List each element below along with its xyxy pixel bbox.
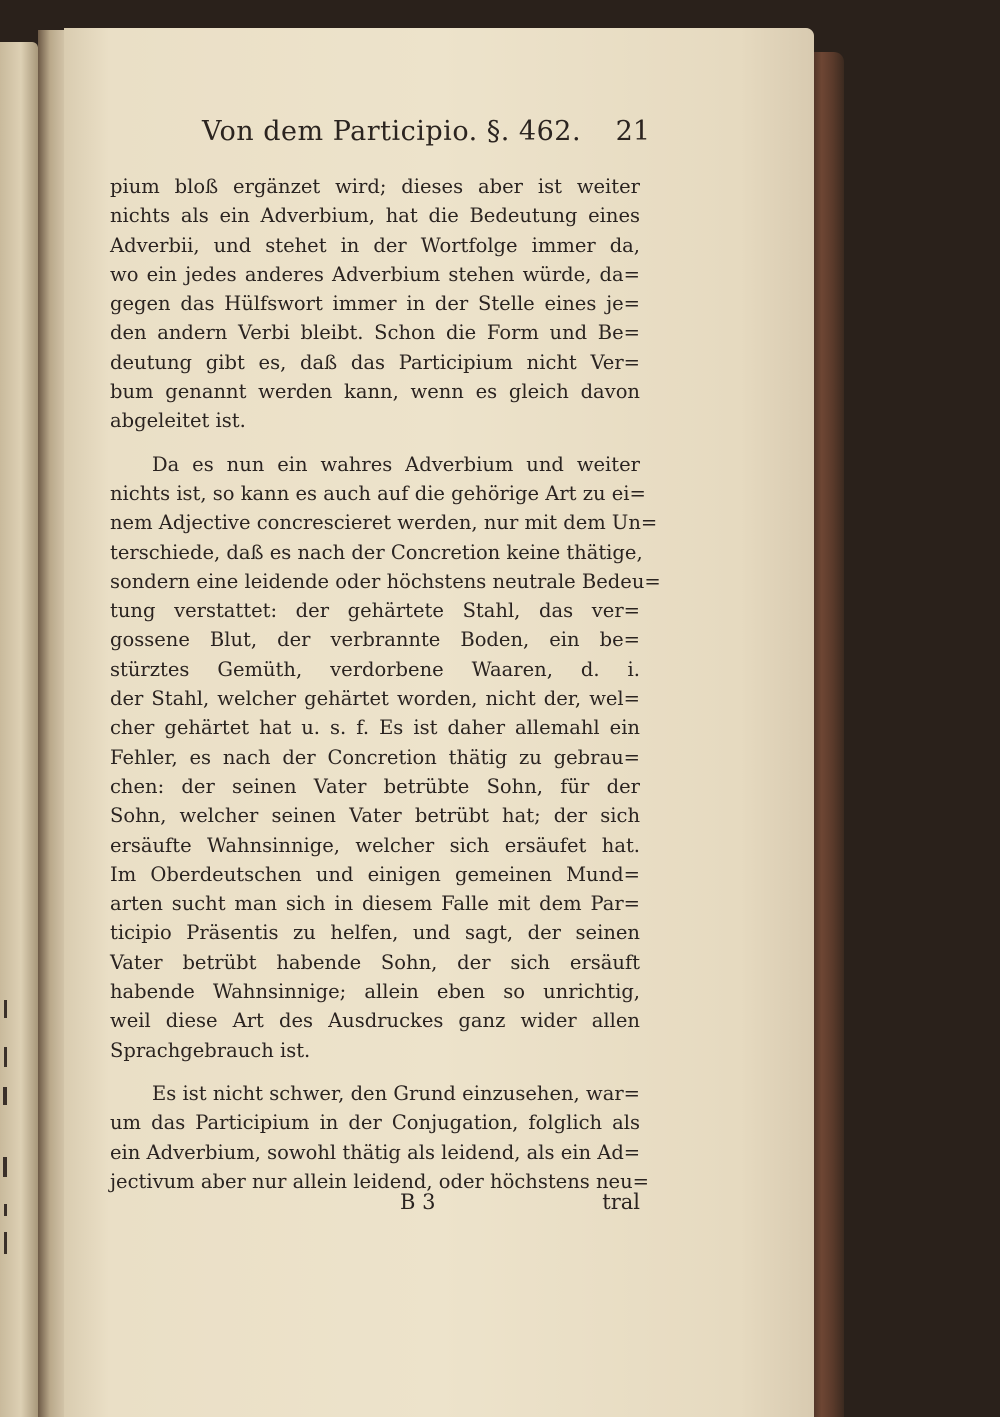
text-line: nichts ist, so kann es auch auf die gehörige Art zu ei= bbox=[110, 481, 646, 505]
text-line: Adverbii, und stehet in der Wortfolge immer da, bbox=[110, 233, 640, 257]
paragraph-gap bbox=[110, 1065, 640, 1079]
fragment-mark bbox=[4, 1232, 7, 1254]
text-line: Vater betrübt habende Sohn, der sich ersäuft bbox=[110, 950, 640, 974]
text-line: arten sucht man sich in diesem Falle mit dem Par= bbox=[110, 892, 640, 916]
paragraph bbox=[110, 1079, 649, 1196]
text-line: bum genannt werden kann, wenn es gleich davon bbox=[110, 380, 640, 404]
page-header bbox=[130, 116, 650, 160]
text-line: jectivum aber nur allein leidend, oder höchstens neu= bbox=[110, 1169, 649, 1193]
text-line: ticipio Präsentis zu helfen, und sagt, der seinen bbox=[110, 921, 640, 945]
text-line: Fehler, es nach der Concretion thätig zu gebrau= bbox=[110, 745, 640, 769]
text-line: deutung gibt es, daß das Participium nicht Ver= bbox=[110, 350, 640, 374]
text-line: tung verstattet: der gehärtete Stahl, das ver= bbox=[110, 599, 640, 623]
text-line: abgeleitet ist. bbox=[110, 409, 246, 433]
text-line: weil diese Art des Ausdruckes ganz wider allen bbox=[110, 1009, 640, 1033]
text-line: gegen das Hülfswort immer in der Stelle eines je= bbox=[110, 292, 640, 316]
text-line: nichts als ein Adverbium, hat die Bedeutung eines bbox=[110, 204, 640, 228]
text-line: Sprachgebrauch ist. bbox=[110, 1038, 311, 1062]
paragraph bbox=[110, 172, 640, 436]
page-number: 21 bbox=[615, 116, 650, 147]
page-edges-and-cover bbox=[812, 52, 844, 1417]
text-line: sondern eine leidende oder höchstens neutrale Bedeu= bbox=[110, 569, 661, 593]
fragment-mark bbox=[4, 1047, 7, 1067]
text-line: Sohn, welcher seinen Vater betrübt hat; der sich bbox=[110, 804, 640, 828]
text-line: Im Oberdeutschen und einigen gemeinen Mund= bbox=[110, 862, 640, 886]
facing-page-edge bbox=[0, 42, 38, 1417]
body-text bbox=[110, 172, 661, 1196]
text-line: den andern Verbi bleibt. Schon die Form und Be= bbox=[110, 321, 640, 345]
text-line: der Stahl, welcher gehärtet worden, nicht der, wel= bbox=[110, 687, 640, 711]
text-line: nem Adjective concrescieret werden, nur mit dem Un= bbox=[110, 511, 658, 535]
text-line: cher gehärtet hat u. s. f. Es ist daher allemahl ein bbox=[110, 716, 640, 740]
text-line: gossene Blut, der verbrannte Boden, ein be= bbox=[110, 628, 640, 652]
text-line: habende Wahnsinnige; allein eben so unrichtig, bbox=[110, 980, 640, 1004]
text-line: um das Participium in der Conjugation, folglich als bbox=[110, 1111, 640, 1135]
text-line: stürztes Gemüth, verdorbene Waaren, d. i. bbox=[110, 657, 640, 681]
text-line: ersäufte Wahnsinnige, welcher sich ersäufet hat. bbox=[110, 833, 640, 857]
text-line: Es ist nicht schwer, den Grund einzusehen, war= bbox=[152, 1081, 640, 1105]
fragment-mark bbox=[3, 1087, 7, 1105]
running-head: Von dem Participio. §. 462. bbox=[202, 116, 582, 147]
fragment-mark bbox=[4, 1204, 7, 1216]
text-line: Da es nun ein wahres Adverbium und weiter bbox=[152, 452, 640, 476]
text-line: terschiede, daß es nach der Concretion keine thätige, bbox=[110, 540, 643, 564]
facing-page-text-fragments bbox=[0, 42, 38, 1417]
paragraph bbox=[110, 450, 661, 1065]
text-line: pium bloß ergänzet wird; dieses aber ist weiter bbox=[110, 175, 640, 198]
fragment-mark bbox=[3, 1157, 7, 1177]
text-line: chen: der seinen Vater betrübte Sohn, für der bbox=[110, 774, 640, 798]
text-line: ein Adverbium, sowohl thätig als leidend, als ein Ad= bbox=[110, 1140, 641, 1164]
page-footer bbox=[110, 1190, 640, 1222]
catchword: tral bbox=[602, 1190, 640, 1214]
text-line: wo ein jedes anderes Adverbium stehen würde, da= bbox=[110, 262, 640, 286]
paragraph-gap bbox=[110, 436, 640, 450]
fragment-mark bbox=[4, 1000, 7, 1018]
signature-mark: B 3 bbox=[400, 1190, 436, 1214]
